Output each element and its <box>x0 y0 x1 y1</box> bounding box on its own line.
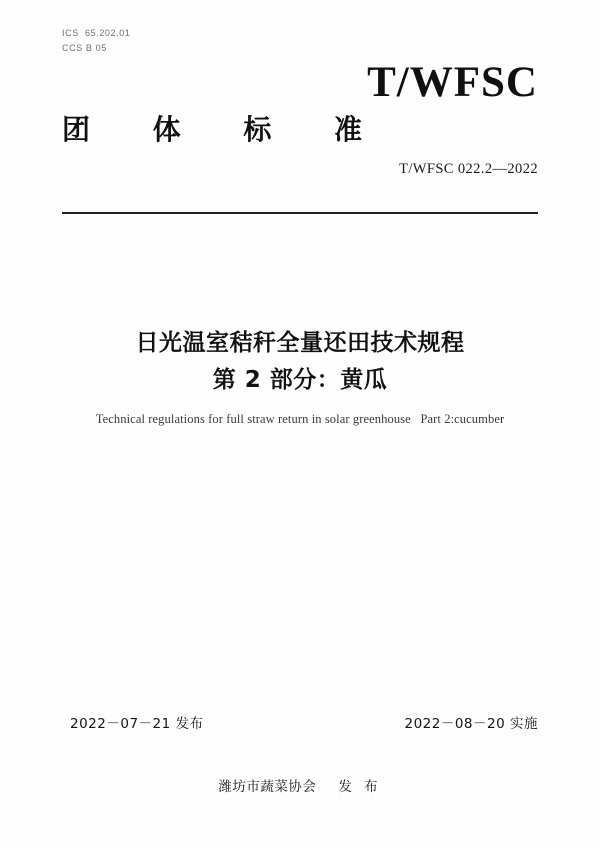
category-char-1: 团 <box>62 113 91 146</box>
standard-number: T/WFSC 022.2—2022 <box>399 161 538 177</box>
title-english: Technical regulations for full straw return in solar greenhouse Part 2:cucumber <box>95 412 505 426</box>
ccs-code: CCS B 05 <box>62 43 107 53</box>
issue-date: 2022－07－21 发布 <box>70 716 204 732</box>
title-line-2: 第 2 部分：黄瓜 <box>212 367 388 393</box>
category-char-2: 体 <box>152 113 181 146</box>
header-divider <box>62 212 538 214</box>
implementation-date: 2022－08－20 实施 <box>404 716 538 732</box>
standard-category-label <box>62 108 362 148</box>
publish-word: 发 布 <box>338 779 382 795</box>
title-line-1: 日光温室秸秆全量还田技术规程 <box>135 330 465 356</box>
classification-codes <box>62 26 130 56</box>
ics-code: ICS 65.202.01 <box>62 28 131 38</box>
category-char-3: 标 <box>243 113 272 146</box>
publisher-line <box>0 775 600 795</box>
publisher-name: 潍坊市蔬菜协会 <box>218 779 317 795</box>
standard-mark: T/WFSC <box>367 59 538 106</box>
page-title <box>0 325 600 399</box>
category-char-4: 准 <box>333 113 362 146</box>
